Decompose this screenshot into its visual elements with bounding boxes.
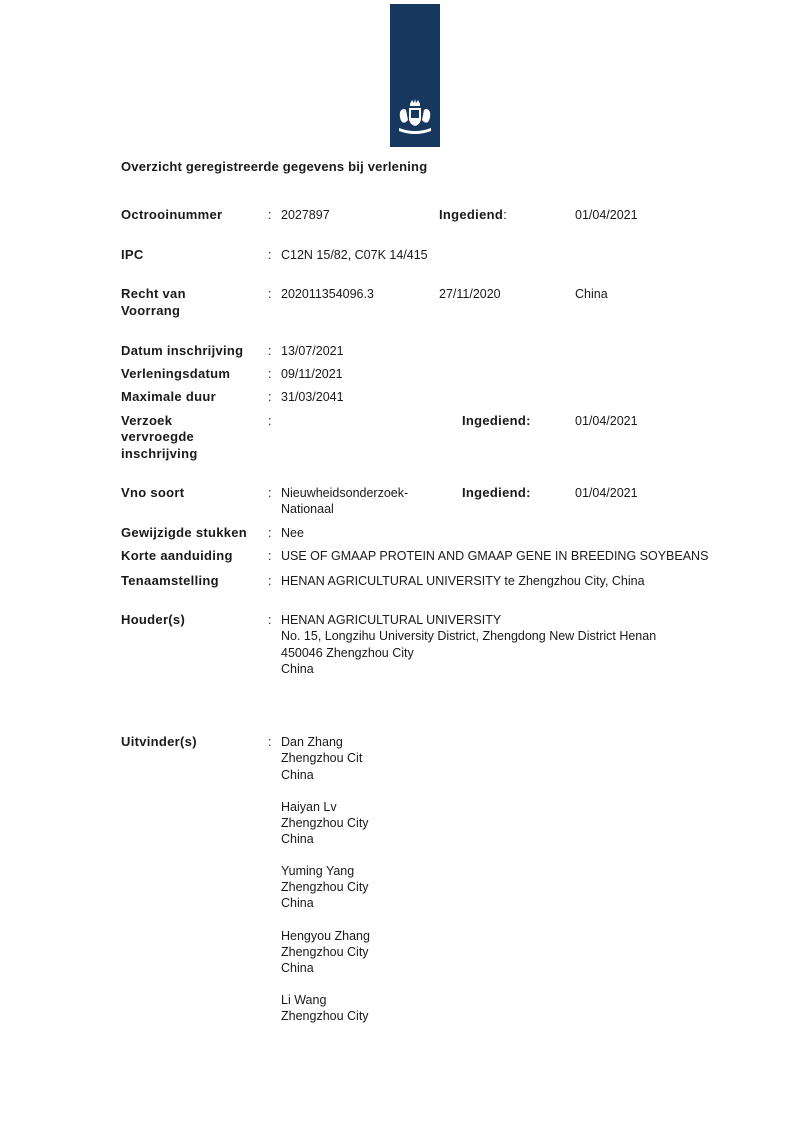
vno-soort-filed-date: 01/04/2021 bbox=[575, 486, 638, 500]
verzoek-label-line2: vervroegde bbox=[121, 429, 195, 444]
colon: : bbox=[268, 613, 272, 627]
inventor-city: Zhengzhou City bbox=[281, 1009, 369, 1023]
recht-van-voorrang-label-line1: Recht van bbox=[121, 286, 186, 301]
verzoek-label-line3: inschrijving bbox=[121, 446, 198, 461]
ipc-value: C12N 15/82, C07K 14/415 bbox=[281, 248, 428, 262]
datum-inschrijving-value: 13/07/2021 bbox=[281, 344, 344, 358]
octrooinummer-label: Octrooinummer bbox=[121, 207, 223, 222]
verleningsdatum-value: 09/11/2021 bbox=[281, 367, 343, 381]
vno-soort-filed-label: Ingediend: bbox=[462, 485, 531, 500]
datum-inschrijving-label: Datum inschrijving bbox=[121, 343, 244, 358]
korte-aanduiding-value: USE OF GMAAP PROTEIN AND GMAAP GENE IN BREEDING SOYBEANS bbox=[281, 549, 709, 563]
inventor-name: Haiyan Lv bbox=[281, 800, 337, 814]
colon: : bbox=[268, 486, 272, 500]
colon: : bbox=[268, 344, 272, 358]
inventor-name: Hengyou Zhang bbox=[281, 929, 370, 943]
inventor-city: Zhengzhou City bbox=[281, 880, 369, 894]
colon: : bbox=[268, 526, 272, 540]
coat-of-arms-emblem-icon bbox=[397, 98, 433, 138]
colon: : bbox=[268, 735, 272, 749]
houder-line: China bbox=[281, 662, 314, 676]
verzoek-filed-label: Ingediend: bbox=[462, 413, 531, 428]
houder-line: HENAN AGRICULTURAL UNIVERSITY bbox=[281, 613, 502, 627]
tenaamstelling-value: HENAN AGRICULTURAL UNIVERSITY te Zhengzhou City, China bbox=[281, 574, 645, 588]
ipc-label: IPC bbox=[121, 247, 144, 262]
recht-van-voorrang-label-line2: Voorrang bbox=[121, 303, 181, 318]
inventor-name: Yuming Yang bbox=[281, 864, 355, 878]
inventor-city: Zhengzhou City bbox=[281, 945, 369, 959]
houder-line: 450046 Zhengzhou City bbox=[281, 646, 414, 660]
vno-soort-value-line2: Nationaal bbox=[281, 502, 334, 516]
maximale-duur-label: Maximale duur bbox=[121, 389, 216, 404]
uitvinders-label: Uitvinder(s) bbox=[121, 734, 197, 749]
gewijzigde-stukken-value: Nee bbox=[281, 526, 304, 540]
houder-line: No. 15, Longzihu University District, Zhengdong New District Henan bbox=[281, 629, 657, 643]
inventor-country: China bbox=[281, 961, 314, 975]
inventor-city: Zhengzhou City bbox=[281, 816, 369, 830]
inventor-name: Dan Zhang bbox=[281, 735, 343, 749]
colon: : bbox=[268, 549, 272, 563]
colon: : bbox=[268, 248, 272, 262]
maximale-duur-value: 31/03/2041 bbox=[281, 390, 344, 404]
colon: : bbox=[268, 574, 272, 588]
vno-soort-label: Vno soort bbox=[121, 485, 185, 500]
gewijzigde-stukken-label: Gewijzigde stukken bbox=[121, 525, 248, 540]
inventor-city: Zhengzhou Cit bbox=[281, 751, 363, 765]
priority-country: China bbox=[575, 287, 608, 301]
priority-number: 202011354096.3 bbox=[281, 287, 374, 301]
korte-aanduiding-label: Korte aanduiding bbox=[121, 548, 233, 563]
colon: : bbox=[268, 208, 272, 222]
octrooinummer-value: 2027897 bbox=[281, 208, 330, 222]
inventor-country: China bbox=[281, 768, 314, 782]
colon: : bbox=[268, 390, 272, 404]
emblem-bar bbox=[390, 4, 440, 147]
page-title: Overzicht geregistreerde gegevens bij verlening bbox=[121, 159, 428, 174]
colon: : bbox=[268, 414, 272, 428]
inventor-country: China bbox=[281, 896, 314, 910]
vno-soort-value-line1: Nieuwheidsonderzoek- bbox=[281, 486, 409, 500]
inventor-country: China bbox=[281, 832, 314, 846]
priority-date: 27/11/2020 bbox=[439, 287, 501, 301]
verzoek-filed-date: 01/04/2021 bbox=[575, 414, 638, 428]
colon: : bbox=[268, 367, 272, 381]
octrooinummer-filed-label: Ingediend: bbox=[439, 207, 508, 222]
houders-label: Houder(s) bbox=[121, 612, 186, 627]
inventor-name: Li Wang bbox=[281, 993, 327, 1007]
verzoek-label-line1: Verzoek bbox=[121, 413, 173, 428]
tenaamstelling-label: Tenaamstelling bbox=[121, 573, 219, 588]
verleningsdatum-label: Verleningsdatum bbox=[121, 366, 231, 381]
colon: : bbox=[268, 287, 272, 301]
octrooinummer-filed-date: 01/04/2021 bbox=[575, 208, 638, 222]
